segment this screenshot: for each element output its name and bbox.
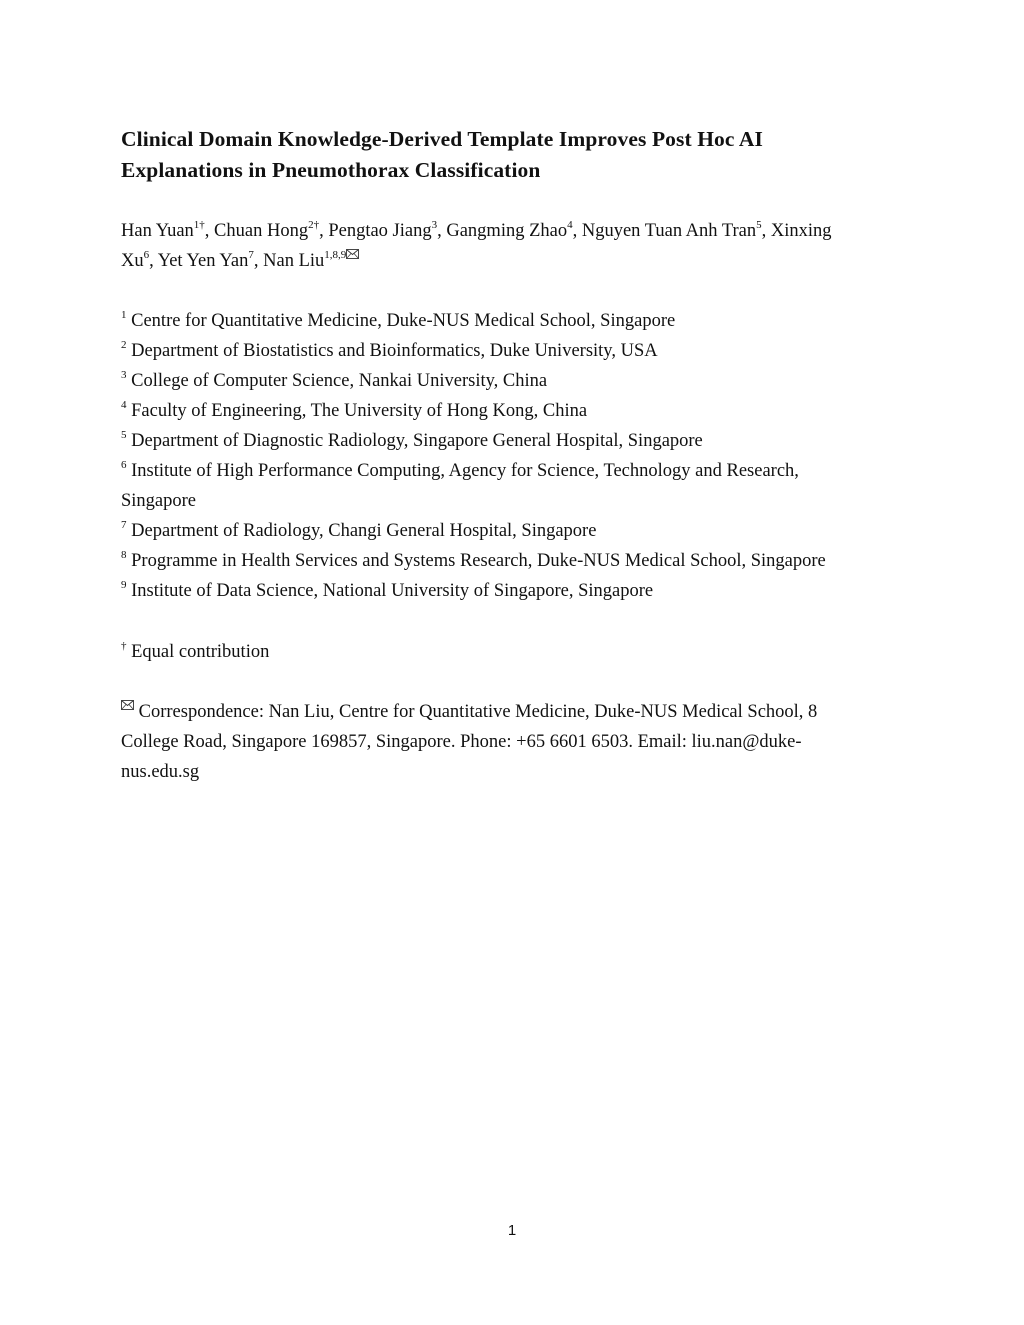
author-affiliation-mark: 4: [567, 218, 573, 231]
correspondence-line-2: College Road, Singapore 169857, Singapore. Phone: +65 6601 6503. Email: liu.nan@duke-: [121, 732, 802, 752]
author-affiliation-mark: 5: [756, 218, 762, 231]
paper-title: [121, 124, 911, 186]
author-name: Gangming Zhao: [446, 221, 568, 241]
author-affiliation-mark: 1†: [193, 218, 205, 231]
affiliation-item: $^4$ Faculty of Engineering, The University of Hong Kong, China: [121, 398, 588, 421]
page-number: 1: [507, 1222, 517, 1239]
dagger-mark: †: [121, 639, 127, 652]
correspondence-line-3: nus.edu.sg: [121, 762, 200, 782]
author-name: Pengtao Jiang: [328, 221, 432, 241]
author-affiliation-mark: 6: [143, 248, 150, 261]
author-name: Nan Liu: [263, 251, 325, 271]
author-name: Chuan Hong: [214, 221, 309, 241]
affiliation-item-continuation: Singapore: [121, 491, 197, 511]
author-affiliation-mark: 1,8,9: [324, 248, 347, 261]
author-affiliation-mark: 3: [431, 218, 438, 231]
affiliation-item: $^5$ Department of Diagnostic Radiology, Singapore General Hospital, Singapore: [121, 428, 703, 451]
author-line-1: Han Yuan$^{1\dagger}$, Chuan Hong$^{2\dagger}$, Pengtao Jiang$^3$, Gangming Zhao$^4$, Nguyen Tuan Anh Tran$^5$, Xinxing: [121, 218, 832, 241]
affiliation-item: $^3$ College of Computer Science, Nankai University, China: [121, 368, 548, 391]
correspondence-line-1: Correspondence: Nan Liu, Centre for Quantitative Medicine, Duke-NUS Medical School, 8: [121, 697, 911, 727]
affiliation-item: $^8$ Programme in Health Services and Systems Research, Duke-NUS Medical School, Singapore: [121, 548, 826, 571]
correspondence-note: [121, 697, 911, 787]
author-name: Nguyen Tuan Anh Tran: [581, 221, 757, 241]
author-list: [121, 216, 921, 276]
envelope-icon: [346, 249, 359, 259]
author-affiliation-mark: 2†: [308, 218, 320, 231]
affiliation-list: [121, 306, 921, 606]
envelope-icon: [121, 700, 134, 710]
affiliation-item: $^9$ Institute of Data Science, National University of Singapore, Singapore: [121, 578, 654, 601]
author-name-part: Xu: [121, 251, 144, 271]
affiliation-item: $^7$ Department of Radiology, Changi General Hospital, Singapore: [121, 518, 597, 541]
affiliation-item: $^6$ Institute of High Performance Computing, Agency for Science, Technology and Research,: [121, 458, 799, 481]
author-line-2: Xu$^6$, Yet Yen Yan$^7$, Nan Liu$^{1,8,9}$: [121, 246, 921, 276]
author-name: Yet Yen Yan: [157, 251, 249, 271]
equal-contribution-note: † Equal contribution: [121, 639, 270, 662]
author-name-part: Xinxing: [770, 221, 832, 241]
affiliation-item: $^2$ Department of Biostatistics and Bioinformatics, Duke University, USA: [121, 338, 658, 361]
affiliation-item: $^1$ Centre for Quantitative Medicine, Duke-NUS Medical School, Singapore: [121, 308, 676, 331]
author-affiliation-mark: 7: [248, 248, 254, 261]
title-line-1: Clinical Domain Knowledge-Derived Template Improves Post Hoc AI: [121, 127, 763, 151]
title-line-2: Explanations in Pneumothorax Classification: [121, 158, 541, 182]
author-name: Han Yuan: [121, 221, 194, 241]
